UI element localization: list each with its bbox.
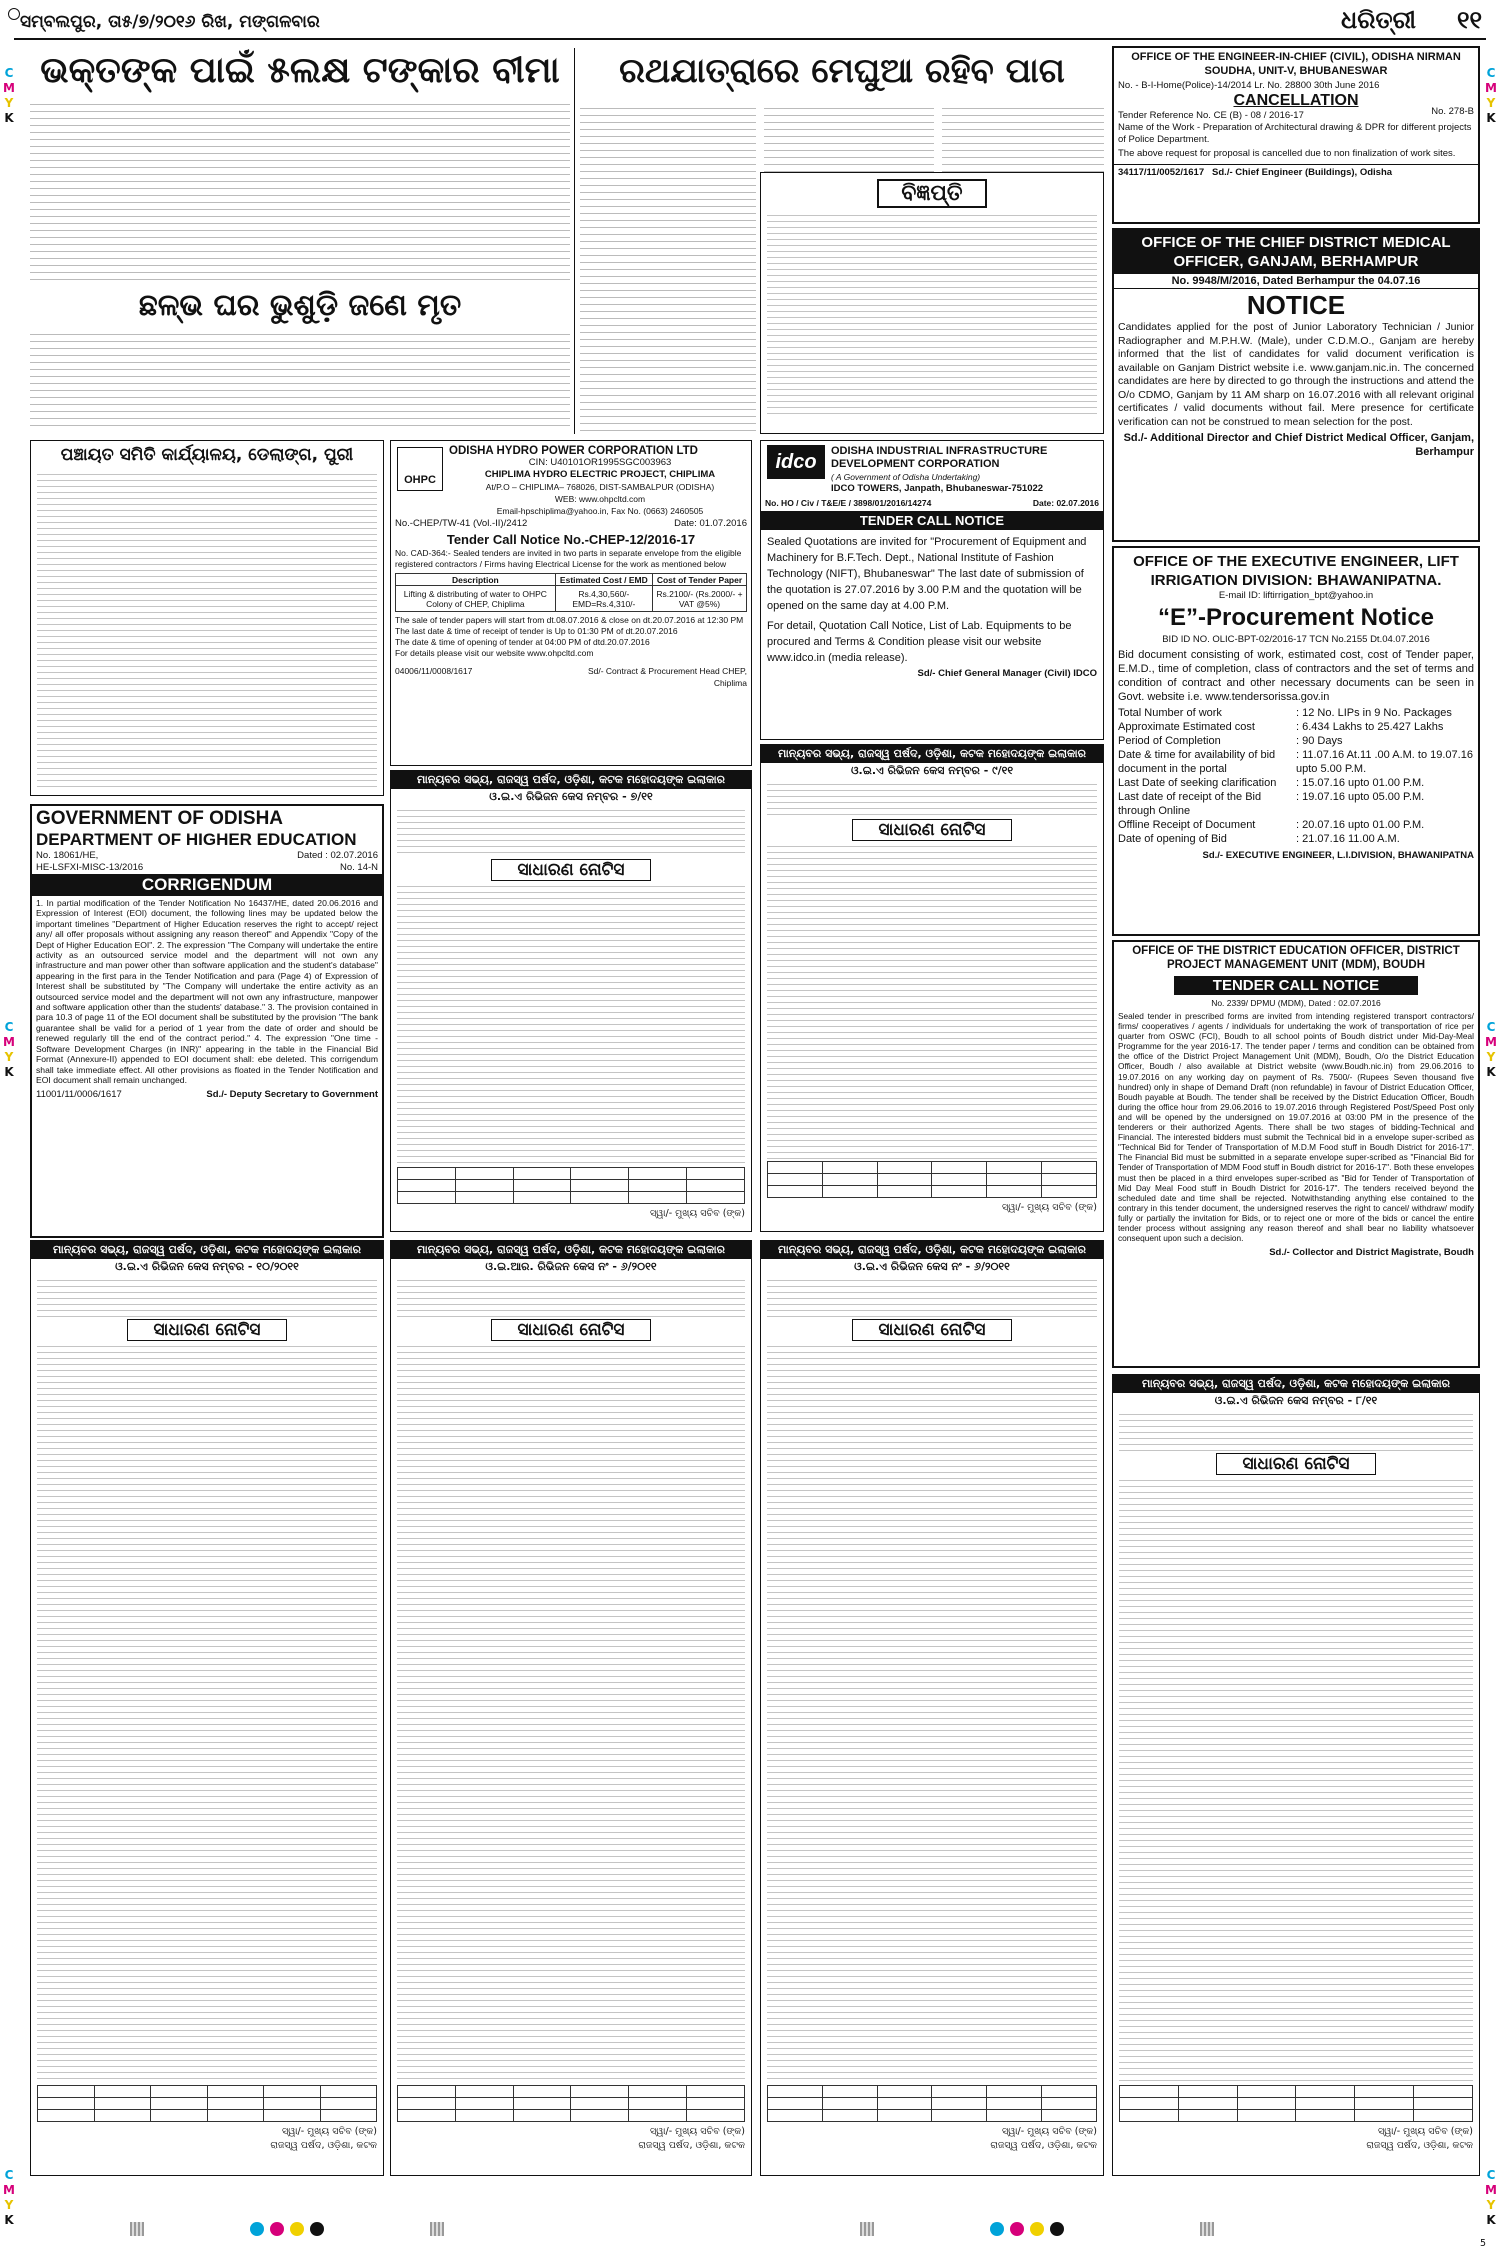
court-parties (37, 1277, 377, 1317)
notice-body: Sealed Quotations are invited for "Procurement of Equipment and Machinery for B.F.Tech. Dept., National Institute of Fashion Technology (NIFT), Bhubaneswar" The last date of submission of the quotation is 27.07.2016 by 3.00 P.M and the quotation will be opened on the same day at 4.00 P.M. (767, 536, 1087, 612)
notice-body: Candidates applied for the post of Junior Laboratory Technician / Junior Radiographer and M.P.H.W. (Male), under C.D.M.O., Ganjam are hereby informed that the list of candidates for valid document verification is available on Ganjam District website i.e. www.ganjam.nic.in. The concerned candidates are here by directed to go through the instructions and attend the O/o CDMO, Ganjam by 11 AM sharp on 16.07.2016 with all relevant original certificates / valid documents without fail. Mere presence for certificate verification can not be construed to mean selection for the post. (1118, 321, 1474, 428)
notice-title: ODISHA INDUSTRIAL INFRASTRUCTURE DEVELOPMENT CORPORATION (831, 445, 1048, 470)
print-black-dot (1050, 2222, 1064, 2236)
cmyk-indicator-left-top: C M Y K (3, 66, 15, 125)
land-schedule-table (397, 2085, 745, 2122)
court-parties (767, 1277, 1097, 1317)
tender-opening-date: The date & time of opening of tender at 04:00 PM of dtd.20.07.2016 (395, 637, 650, 647)
court-notice-1 (390, 770, 752, 1232)
notice-signature: 34117/11/0052/1617 Sd./- Chief Engineer (Buildings), Odisha (1114, 164, 1478, 181)
notice-file: HE-LSFXI-MISC-13/2016 No. 14-N (36, 862, 378, 873)
notice-signature: 04006/11/0008/1617 Sd/- Contract & Procurement Head CHEP, Chiplima (395, 666, 747, 688)
court-notice-body (397, 1343, 745, 2083)
notice-ref: No. 2339/ DPMU (MDM), Dated : 02.07.2016 (1211, 998, 1381, 1008)
print-cyan-dot (250, 2222, 264, 2236)
notice-title: OFFICE OF THE CHIEF DISTRICT MEDICAL OFFICER, GANJAM, BERHAMPUR (1114, 230, 1478, 274)
court-notice-body (767, 843, 1097, 1159)
print-gray-bar (860, 2222, 874, 2236)
cmyk-indicator-right-mid: C M Y K (1485, 1020, 1497, 1079)
court-header: ମାନ୍ୟବର ସଭ୍ୟ, ରାଜସ୍ୱ ପର୍ଷଦ, ଓଡ଼ିଶା, କଟକ ମହୋଦୟଙ୍କ ଇଲାକାର (761, 745, 1103, 763)
court-signature-office: ରାଜସ୍ୱ ପର୍ଷଦ, ଓଡ଼ିଶା, କଟକ (1366, 2140, 1473, 2151)
ohpc-email: Email-hpschiplima@yahoo.in, Fax No. (0663) 2460505 (496, 506, 704, 516)
print-black-dot (310, 2222, 324, 2236)
court-signature: ସ୍ୱା/- ମୁଖ୍ୟ ସଚିବ (ଙ୍କ) (1002, 2126, 1097, 2137)
court-case-number: ଓ.ଇ.ଏ ରିଭିଜନ କେସ ନମ୍ବର - ୭/୧୧ (489, 790, 653, 803)
court-header: ମାନ୍ୟବର ସଭ୍ୟ, ରାଜସ୍ୱ ପର୍ଷଦ, ଓଡ଼ିଶା, କଟକ ମହୋଦୟଙ୍କ ଇଲାକାର (761, 1241, 1103, 1259)
court-notice-title: ସାଧାରଣ ନୋଟିସ (1216, 1453, 1376, 1475)
court-signature: ସ୍ୱା/- ମୁଖ୍ୟ ସଚିବ (ଙ୍କ) (282, 2126, 377, 2137)
court-signature: ସ୍ୱା/- ମୁଖ୍ୟ ସଚିବ (ଙ୍କ) (1378, 2126, 1473, 2137)
print-yellow-dot (290, 2222, 304, 2236)
detail-row: Last date of receipt of the Bid through Online : 19.07.16 upto 05.00 P.M. (1118, 791, 1425, 817)
notice-heading: “E”-Procurement Notice (1157, 604, 1435, 631)
court-header: ମାନ୍ୟବର ସଭ୍ୟ, ରାଜସ୍ୱ ପର୍ଷଦ, ଓଡ଼ିଶା, କଟକ ମହୋଦୟଙ୍କ ଇଲାକାର (31, 1241, 383, 1259)
header-date: ସମ୍ବଲପୁର, ତା୫/୭/୨୦୧୬ ରିଖ, ମଙ୍ଗଳବାର (20, 12, 320, 32)
work-name: Name of the Work - Preparation of Architectural drawing & DPR for different projects of Police Department. (1118, 122, 1472, 145)
court-case-number: ଓ.ଇ.ଏ ରିଭିଜନ କେସ ନମ୍ବର - ୯/୧୧ (850, 764, 1014, 777)
court-signature-office: ରାଜସ୍ୱ ପର୍ଷଦ, ଓଡ଼ିଶା, କଟକ (990, 2140, 1097, 2151)
court-case-number: ଓ.ଇ.ଏ ରିଭିଜନ କେସ ନଂ - ୬/୨୦୧୧ (854, 1260, 1010, 1273)
page-number: ୧୧ (1456, 6, 1482, 34)
land-schedule-table (1119, 2085, 1473, 2122)
detail-row: Date of opening of Bid : 21.07.16 11.00 A.M. (1118, 833, 1400, 845)
court-header: ମାନ୍ୟବର ସଭ୍ୟ, ରାଜସ୍ୱ ପର୍ଷଦ, ଓଡ଼ିଶା, କଟକ ମହୋଦୟଙ୍କ ଇଲାକାର (1113, 1375, 1479, 1393)
notice-title: ବିଜ୍ଞପ୍ତି (877, 179, 987, 208)
court-notice-6 (1112, 1374, 1480, 2176)
notice-signature: Sd./- EXECUTIVE ENGINEER, L.I.DIVISION, BHAWANIPATNA (1202, 850, 1474, 861)
tender-receipt-date: The last date & time of receipt of tender is Up to 01:30 PM of dt.20.07.2016 (395, 626, 678, 636)
ohpc-cin: CIN: U40101OR1995SGC003963 (528, 457, 672, 468)
cmyk-indicator-right-bottom: C M Y K (1485, 2168, 1497, 2227)
court-header: ମାନ୍ୟବର ସଭ୍ୟ, ରାଜସ୍ୱ ପର୍ଷଦ, ଓଡ଼ିଶା, କଟକ ମହୋଦୟଙ୍କ ଇଲାକାର (391, 1241, 751, 1259)
court-notice-4 (390, 1240, 752, 2176)
cmyk-indicator-left-bottom: C M Y K (3, 2168, 15, 2227)
story-headline: ରଥଯାତ୍ରାରେ ମେଘୁଆ ରହିବ ପାଗ (619, 51, 1065, 91)
court-signature: ସ୍ୱା/- ମୁଖ୍ୟ ସଚିବ (ଙ୍କ) (650, 2126, 745, 2137)
notice-title: ODISHA HYDRO POWER CORPORATION LTD (449, 445, 698, 457)
news-story-insurance (30, 48, 570, 434)
court-signature-office: ରାଜସ୍ୱ ପର୍ଷଦ, ଓଡ଼ିଶା, କଟକ (638, 2140, 745, 2151)
story-sub-body-text (30, 330, 570, 426)
court-case-number: ଓ.ଇ.ଏ ରିଭିଜନ କେସ ନମ୍ବର - ୮/୧୧ (1214, 1394, 1378, 1407)
notice-body-text (37, 471, 377, 791)
court-case-number: ଓ.ଇ.ଆର. ରିଭିଜନ କେସ ନଂ - ୬/୨୦୧୧ (485, 1260, 657, 1273)
story-body-text-col2 (764, 104, 934, 176)
notice-body: 1. In partial modification of the Tender Notification No 16437/HE, dated 20.06.2016 and Expression of Interest (EOI) document, the following lines may be updated below the important timelines "Department of Higher Education reserves the right to accept/ reject any/ all offer proposals without assigning any reason thereof" and Appendix "Copy of the Dept of Higher Education EOI". 2. The expression "The Company will undertake the entire activity as an outsourced service model and the department will not own any infrastructure and man power other than software application and the student's database" appearing in the first para in the Tender Notification and para (Page 4) of Expression of Interest shall be substituted by "The Company will undertake the entire activity as an outsourced service model and the department will not own any infrastructure, manpower and software application other than the students' database." 3. The provision contained in para 10.3 of page 11 of the EOI document shall be substituted by the provision "The bank guarantee shall be valid for a period of 1 year from the date of order and should be renewed regularly till the end of the contract period." 4. The expression "One time -Software Development Charges (in INR)" appearing in the table in the Financial Bid Format (Annexure-II) appended to EOI document shall: ebe deleted. This corrigendum shall take immediate effect. All other provisions as floated in the Tender Notification and EOI document shall remain unchanged. (36, 898, 378, 1085)
detail-row: Approximate Estimated cost : 6.434 Lakhs to 25.427 Lakhs (1118, 721, 1444, 733)
notice-vigyapti (760, 172, 1104, 434)
notice-heading: Tender Call Notice No.-CHEP-12/2016-17 (446, 532, 696, 547)
notice-idco-tender (760, 440, 1104, 740)
detail-row: Date & time for availability of bid document in the portal : 11.07.16 At.11 .00 A.M. to 19.07.16 upto 5.00 P.M. (1118, 749, 1473, 775)
ohpc-logo: OHPC (397, 447, 443, 491)
notice-title: OFFICE OF THE DISTRICT EDUCATION OFFICER, DISTRICT PROJECT MANAGEMENT UNIT (MDM), BOUDH (1132, 945, 1460, 971)
court-notice-title: ସାଧାରଣ ନୋଟିସ (491, 859, 651, 881)
page-footer-number: 5 (1480, 2238, 1487, 2249)
court-case-number: ଓ.ଇ.ଏ ରିଭିଜନ କେସ ନମ୍ବର - ୧୦/୨୦୧୧ (115, 1260, 299, 1273)
story-body-text (580, 104, 756, 432)
detail-row: Total Number of work : 12 No. LIPs in 9 No. Packages (1118, 707, 1452, 719)
court-notice-2 (760, 744, 1104, 1232)
print-magenta-dot (270, 2222, 284, 2236)
ohpc-ref: No.-CHEP/TW-41 (Vol.-II)/2412 Date: 01.07.2016 (395, 518, 747, 529)
notice-body: Bid document consisting of work, estimated cost, cost of Tender paper, E.M.D., time of completion, class of contractors and the set of terms and condition of contract and other necessary documents can be seen in Govt. website i.e. www.tendersorissa.gov.in (1118, 649, 1474, 703)
court-notice-title: ସାଧାରଣ ନୋଟିସ (491, 1319, 651, 1341)
detail-row: Period of Completion : 90 Days (1118, 735, 1343, 747)
cmyk-indicator-left-mid: C M Y K (3, 1020, 15, 1079)
idco-logo: idco (767, 445, 825, 479)
notice-ref: No. 9948/M/2016, Dated Berhampur the 04.07.16 (1114, 274, 1478, 289)
court-notice-title: ସାଧାରଣ ନୋଟିସ (127, 1319, 287, 1341)
notice-heading: NOTICE (1246, 290, 1346, 320)
notice-heading: TENDER CALL NOTICE (761, 511, 1103, 530)
ohpc-address: At/P.O – CHIPLIMA– 768026, DIST-SAMBALPUR (ODISHA) (485, 482, 715, 492)
court-signature-office: ରାଜସ୍ୱ ପର୍ଷଦ, ଓଡ଼ିଶା, କଟକ (270, 2140, 377, 2151)
court-header: ମାନ୍ୟବର ସଭ୍ୟ, ରାଜସ୍ୱ ପର୍ଷଦ, ଓଡ଼ିଶା, କଟକ ମହୋଦୟଙ୍କ ଇଲାକାର (391, 771, 751, 789)
court-notice-body (37, 1343, 377, 2083)
tender-sale-dates: The sale of tender papers will start from dt.08.07.2016 & close on dt.20.07.2016 at 12:30 PM (395, 615, 744, 625)
court-notice-3 (30, 1240, 384, 2176)
court-parties (1119, 1411, 1473, 1451)
notice-panchayat-samiti (30, 440, 384, 796)
print-yellow-dot (1030, 2222, 1044, 2236)
notice-signature: Sd./- Collector and District Magistrate, Boudh (1269, 1247, 1474, 1259)
story-body-text (30, 100, 570, 282)
column-divider (574, 48, 575, 434)
court-notice-body (1119, 1477, 1473, 2083)
land-schedule-table (767, 1161, 1097, 1198)
ohpc-website: WEB: www.ohpcltd.com (554, 494, 646, 504)
detail-row: Offline Receipt of Document : 20.07.16 upto 01.00 P.M. (1118, 819, 1425, 831)
notice-cancellation-ce (1112, 46, 1480, 224)
notice-title: OFFICE OF THE ENGINEER-IN-CHIEF (CIVIL), ODISHA NIRMAN SOUDHA, UNIT-V, BHUBANESWAR (1131, 51, 1461, 77)
notice-signature: 11001/11/0006/1617 Sd./- Deputy Secretary to Government (36, 1089, 378, 1101)
notice-no: No. 278-B (1431, 106, 1474, 117)
idco-sub: ( A Government of Odisha Undertaking) (831, 472, 981, 482)
notice-deo-boudh-tender (1112, 940, 1480, 1368)
notice-signature: Sd./- Additional Director and Chief District Medical Officer, Ganjam, Berhampur (1123, 432, 1474, 458)
notice-title: GOVERNMENT OF ODISHA (36, 808, 284, 829)
print-gray-bar (130, 2222, 144, 2236)
land-schedule-table (37, 2085, 377, 2122)
print-gray-bar (1200, 2222, 1214, 2236)
notice-title: OFFICE OF THE EXECUTIVE ENGINEER, LIFT IRRIGATION DIVISION: BHAWANIPATNA. (1133, 553, 1459, 589)
notice-heading: TENDER CALL NOTICE (1174, 976, 1418, 995)
idco-ref: No. HO / Civ / T&E/E / 3898/01/2016/14274 Date: 02.07.2016 (765, 498, 1099, 508)
story-headline: ଭକ୍ତଙ୍କ ପାଇଁ ୫ଲକ୍ଷ ଟଙ୍କାର ବୀମା (40, 50, 560, 91)
page-header (14, 6, 1486, 40)
land-schedule-table (767, 2085, 1097, 2122)
notice-body-text (767, 212, 1097, 418)
notice-signature: Sd/- Chief General Manager (Civil) IDCO (917, 668, 1097, 679)
court-signature: ସ୍ୱା/- ମୁଖ୍ୟ ସଚିବ (ଙ୍କ) (1002, 1202, 1097, 1213)
tender-table: Description Estimated Cost / EMD Cost of Tender Paper Lifting & distributing of water to OHPC Colony of CHEP, Chiplima Rs.4,30,560/- EMD=Rs.4,310/- Rs.2100/- (Rs.2000/- + VAT @5%) (395, 573, 747, 612)
notice-title: ପଞ୍ଚାୟତ ସମିତି କାର୍ଯ୍ୟାଳୟ, ଡେଲାଙ୍ଗ, ପୁରୀ (60, 445, 354, 465)
notice-body: Sealed tender in prescribed forms are invited from intending registered transport contractors/ firms/ cooperatives / agents / individuals for undertaking the work of transportation of rice per quarter from OSWC (FCI), Boudh to all school points of Boudh district under Mid-Day-Meal Programme for the year 2016-17. The tender paper / terms and condition can be obtained from the office of the District Project Management Unit (MDM), Boudh, O/o the District Education Officer, Boudh / also available at District website (www.Boudh.nic.in) from 29.06.2016 to 19.07.2016 on any working day on payment of Rs. 7500/- (Rupees Seven thousand five hundred) only in shape of Demand Draft (non refundable) in favour of District Education Officer, Boudh payable at Boudh. The tender shall be received by the District Education Officer, Boudh during the office hour from 29.06.2016 to 19.07.2016 through Registered Post/Speed Post only and will be opened by the undersigned on 19.07.2016 at 03:00 PM in the presence of the tenderers or their authorized Agents. There shall be two stages of bidding-Technical and Financial. The interested bidders must submit the Technical bid in a envelope super-scribed as "Technical Bid for Tender of Transportation of M.D.M Food stuff in Boudh District for 2016-17". The Financial Bid must be submitted in a separate envelope super-scribed as "Financial Bid for Tender of Transportation of MDM Food stuff in Boudh district for 2016-17". Both these envelopes must then be placed in a third envelopes super-scribed as "Bid for Tender of Transportation of Mid Day Meal Food stuff in Boudh District for 2016-17". The tenders received beyond the scheduled date and time shall be rejected. Notwithstanding anything else contained to the contrary in this tender document, the undersigned reserves the right to cancel/ withdraw/ modify fully or partially the invitation for Bids, or to reject one or more of the bids or cancel the entire tender process without assigning any reason thereof and shall bear no liability whatsoever consequent upon such a decision. (1118, 1011, 1474, 1244)
ohpc-sub: CHIPLIMA HYDRO ELECTRIC PROJECT, CHIPLIMA (484, 469, 716, 480)
court-signature: ସ୍ୱା/- ମୁଖ୍ୟ ସଚିବ (ଙ୍କ) (650, 1208, 745, 1219)
idco-address: IDCO TOWERS, Janpath, Bhubaneswar-751022 (831, 483, 1044, 494)
court-notice-title: ସାଧାରଣ ନୋଟିସ (852, 1319, 1012, 1341)
notice-ref: BID ID NO. OLIC-BPT-02/2016-17 TCN No.2155 Dt.04.07.2016 (1162, 634, 1430, 645)
tender-website-note: For details please visit our website www.ohpcltd.com (395, 648, 594, 658)
notice-email: E-mail ID: liftirrigation_bpt@yahoo.in (1218, 590, 1374, 601)
notice-cdmo-ganjam (1112, 228, 1480, 542)
detail-row: Last Date of seeking clarification : 15.07.16 upto 01.00 P.M. (1118, 777, 1425, 789)
print-cyan-dot (990, 2222, 1004, 2236)
notice-lift-irrigation (1112, 546, 1480, 936)
print-gray-bar (430, 2222, 444, 2236)
story-sub-headline: ଛଳ୍ଭ ଘର ଭୁଶୁଡ଼ି ଜଣେ ମୃତ (138, 288, 462, 323)
story-body-text-col3 (942, 104, 1104, 176)
notice-department: DEPARTMENT OF HIGHER EDUCATION (36, 830, 357, 849)
court-notice-body (397, 883, 745, 1165)
notice-ref: No. - B-I-Home(Police)-14/2014 Lr. No. 28800 30th June 2016 (1118, 80, 1380, 91)
court-parties (397, 1277, 745, 1317)
notice-body: The above request for proposal is cancelled due to non finalization of work sites. (1118, 148, 1456, 159)
print-magenta-dot (1010, 2222, 1024, 2236)
procurement-details (1114, 706, 1478, 846)
newspaper-masthead: ଧରିତ୍ରୀ (1341, 6, 1416, 34)
notice-heading: CORRIGENDUM (32, 874, 382, 896)
notice-body: No. CAD-364:- Sealed tenders are invited in two parts in separate envelope from the eligible registered contractors / Firms having Electrical License for the work as mentioned below (395, 548, 742, 569)
tender-reference: Tender Reference No. CE (B) - 08 / 2016-17 (1118, 110, 1304, 121)
court-parties (397, 807, 745, 857)
court-notice-title: ସାଧାରଣ ନୋଟିସ (852, 819, 1012, 841)
notice-ref: No. 18061/HE, Dated : 02.07.2016 (36, 850, 378, 861)
notice-higher-education-corrigendum (30, 804, 384, 1238)
court-notice-body (767, 1343, 1097, 2083)
land-schedule-table (397, 1167, 745, 1204)
court-notice-5 (760, 1240, 1104, 2176)
notice-heading: CANCELLATION (1233, 92, 1359, 109)
cmyk-indicator-right-top: C M Y K (1485, 66, 1497, 125)
court-parties (767, 781, 1097, 817)
notice-ohpc-tender (390, 440, 752, 766)
notice-body-2: For detail, Quotation Call Notice, List of Lab. Equipments to be procured and Terms & Condition please visit our website www.idco.in (media release). (767, 620, 1072, 664)
